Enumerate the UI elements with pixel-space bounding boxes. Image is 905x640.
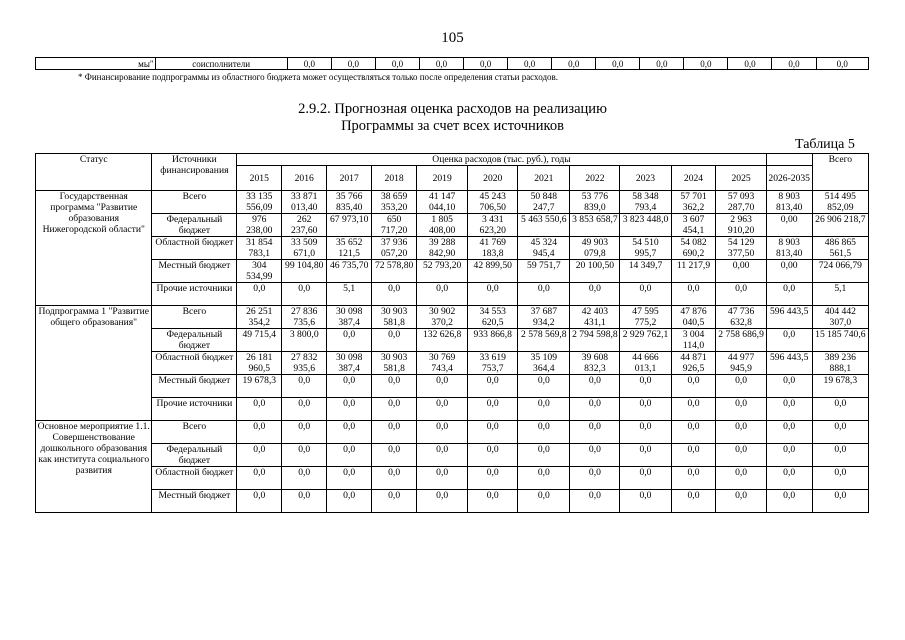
value-cell: 0,0 xyxy=(518,375,570,398)
table-row xyxy=(36,329,869,352)
value-cell: 26 906 218,7 xyxy=(812,214,868,237)
value-cell: 0,0 xyxy=(282,467,327,490)
value-cell: 0,0 xyxy=(282,444,327,467)
value-cell: 0,00 xyxy=(766,260,812,283)
value-cell: 8 903 813,40 xyxy=(766,237,812,260)
value-cell: 33 871 013,40 xyxy=(282,191,327,214)
value-cell: 1 805 408,00 xyxy=(417,214,468,237)
status-cell: Подпрограмма 1 "Развитие общего образования" xyxy=(36,306,152,421)
value-cell: 0,0 xyxy=(518,467,570,490)
value-cell: 0,0 xyxy=(518,283,570,306)
value-cell: 0,0 xyxy=(716,283,766,306)
status-cell: Основное мероприятие 1.1. Совершенствование дошкольного образования как института социального развития xyxy=(36,421,152,513)
value-cell: 0,0 xyxy=(327,490,372,513)
value-cell: 0,0 xyxy=(518,398,570,421)
year-header: 2026-2035 xyxy=(766,166,812,191)
value-cell: 0,0 xyxy=(372,375,417,398)
value-cell: 0,0 xyxy=(468,375,518,398)
value-cell: 47 595 775,2 xyxy=(620,306,671,329)
value-cell: 0,0 xyxy=(237,283,282,306)
value-cell: 0,0 xyxy=(671,490,716,513)
year-header: 2021 xyxy=(518,166,570,191)
value-cell: 0,0 xyxy=(237,398,282,421)
value-cell: 47 876 040,5 xyxy=(671,306,716,329)
header-row xyxy=(36,154,869,166)
value-cell: 0,0 xyxy=(417,421,468,444)
value-cell: 67 973,10 xyxy=(327,214,372,237)
value-cell: 0,0 xyxy=(620,398,671,421)
table-cell: 0,0 xyxy=(816,58,868,70)
value-cell: 0,0 xyxy=(518,444,570,467)
source-cell: Федеральный бюджет xyxy=(152,444,237,467)
table-row xyxy=(36,352,869,375)
value-cell: 3 853 658,7 xyxy=(570,214,620,237)
value-cell: 304 534,99 xyxy=(237,260,282,283)
value-cell: 3 607 454,1 xyxy=(671,214,716,237)
value-cell: 47 736 632,8 xyxy=(716,306,766,329)
source-cell: Прочие источники xyxy=(152,283,237,306)
table-cell: 0,0 xyxy=(287,58,331,70)
value-cell: 0,0 xyxy=(372,329,417,352)
value-cell: 0,0 xyxy=(468,490,518,513)
header-sources: Источники финансирования xyxy=(152,154,237,191)
table-row xyxy=(36,191,869,214)
source-cell: Федеральный бюджет xyxy=(152,329,237,352)
value-cell: 0,0 xyxy=(417,490,468,513)
value-cell: 486 865 561,5 xyxy=(812,237,868,260)
value-cell: 30 098 387,4 xyxy=(327,306,372,329)
value-cell: 3 004 114,0 xyxy=(671,329,716,352)
value-cell: 0,0 xyxy=(620,444,671,467)
value-cell: 42 403 431,1 xyxy=(570,306,620,329)
footnote: * Финансирование подпрограммы из областного бюджета может осуществляться только после определения статьи расходов. xyxy=(78,72,559,82)
value-cell: 0,0 xyxy=(282,490,327,513)
value-cell: 45 324 945,4 xyxy=(518,237,570,260)
section-title: 2.9.2. Прогнозная оценка расходов на реализацию xyxy=(298,101,607,117)
value-cell: 0,0 xyxy=(518,421,570,444)
value-cell: 38 659 353,20 xyxy=(372,191,417,214)
value-cell: 724 066,79 xyxy=(812,260,868,283)
value-cell: 54 129 377,50 xyxy=(716,237,766,260)
value-cell: 27 836 735,6 xyxy=(282,306,327,329)
table-row xyxy=(36,306,869,329)
header-blank xyxy=(766,154,812,166)
value-cell: 19 678,3 xyxy=(812,375,868,398)
value-cell: 0,0 xyxy=(570,283,620,306)
value-cell: 0,0 xyxy=(812,398,868,421)
value-cell: 0,0 xyxy=(766,375,812,398)
year-header: 2022 xyxy=(570,166,620,191)
value-cell: 30 769 743,4 xyxy=(417,352,468,375)
table-cell: 0,0 xyxy=(331,58,375,70)
value-cell: 31 854 783,1 xyxy=(237,237,282,260)
value-cell: 0,0 xyxy=(282,375,327,398)
source-cell: Областной бюджет xyxy=(152,467,237,490)
value-cell: 389 236 888,1 xyxy=(812,352,868,375)
value-cell: 0,0 xyxy=(620,283,671,306)
value-cell: 0,0 xyxy=(237,467,282,490)
value-cell: 0,0 xyxy=(327,398,372,421)
value-cell: 0,0 xyxy=(570,490,620,513)
value-cell: 35 652 121,5 xyxy=(327,237,372,260)
value-cell: 0,0 xyxy=(468,421,518,444)
table-cell: 0,0 xyxy=(640,58,684,70)
value-cell: 26 181 960,5 xyxy=(237,352,282,375)
table-row xyxy=(36,260,869,283)
value-cell: 59 751,7 xyxy=(518,260,570,283)
value-cell: 0,0 xyxy=(282,398,327,421)
value-cell: 0,0 xyxy=(620,421,671,444)
value-cell: 0,0 xyxy=(468,398,518,421)
value-cell: 0,0 xyxy=(327,444,372,467)
source-cell: Всего xyxy=(152,191,237,214)
value-cell: 11 217,9 xyxy=(671,260,716,283)
value-cell: 0,0 xyxy=(766,467,812,490)
value-cell: 0,0 xyxy=(372,421,417,444)
source-cell: Федеральный бюджет xyxy=(152,214,237,237)
table-cell: 0,0 xyxy=(464,58,508,70)
table-cell: соисполнители xyxy=(155,58,287,70)
year-header: 2023 xyxy=(620,166,671,191)
table-cell: 0,0 xyxy=(419,58,463,70)
value-cell: 0,0 xyxy=(327,375,372,398)
value-cell: 3 800,0 xyxy=(282,329,327,352)
table-cell: 0,0 xyxy=(375,58,419,70)
value-cell: 596 443,5 xyxy=(766,352,812,375)
source-cell: Прочие источники xyxy=(152,398,237,421)
value-cell: 0,0 xyxy=(671,421,716,444)
value-cell: 30 098 387,4 xyxy=(327,352,372,375)
value-cell: 596 443,5 xyxy=(766,306,812,329)
value-cell: 14 349,7 xyxy=(620,260,671,283)
table-row xyxy=(36,214,869,237)
value-cell: 33 509 671,0 xyxy=(282,237,327,260)
year-header: 2020 xyxy=(468,166,518,191)
value-cell: 37 936 057,20 xyxy=(372,237,417,260)
value-cell: 49 903 079,8 xyxy=(570,237,620,260)
value-cell: 99 104,80 xyxy=(282,260,327,283)
page-number: 105 xyxy=(441,30,464,46)
value-cell: 2 929 762,1 xyxy=(620,329,671,352)
year-header: 2015 xyxy=(237,166,282,191)
value-cell: 0,0 xyxy=(620,467,671,490)
table-row xyxy=(36,398,869,421)
header-total: Всего xyxy=(812,154,868,191)
value-cell: 44 871 926,5 xyxy=(671,352,716,375)
value-cell: 37 687 934,2 xyxy=(518,306,570,329)
value-cell: 0,0 xyxy=(766,329,812,352)
table-cell: 0,0 xyxy=(596,58,640,70)
value-cell: 15 185 740,6 xyxy=(812,329,868,352)
value-cell: 2 578 569,8 xyxy=(518,329,570,352)
value-cell: 262 237,60 xyxy=(282,214,327,237)
value-cell: 0,0 xyxy=(237,444,282,467)
value-cell: 5,1 xyxy=(327,283,372,306)
value-cell: 0,0 xyxy=(372,444,417,467)
year-header: 2019 xyxy=(417,166,468,191)
value-cell: 53 776 839,0 xyxy=(570,191,620,214)
value-cell: 0,0 xyxy=(671,375,716,398)
value-cell: 0,0 xyxy=(372,283,417,306)
value-cell: 0,0 xyxy=(716,375,766,398)
value-cell: 0,0 xyxy=(671,467,716,490)
value-cell: 41 147 044,10 xyxy=(417,191,468,214)
value-cell: 30 902 370,2 xyxy=(417,306,468,329)
header-status: Статус xyxy=(36,154,152,191)
value-cell: 0,0 xyxy=(570,375,620,398)
header-estimate: Оценка расходов (тыс. руб.), годы xyxy=(237,154,766,166)
value-cell: 0,0 xyxy=(327,329,372,352)
value-cell: 0,0 xyxy=(620,490,671,513)
value-cell: 0,0 xyxy=(417,444,468,467)
value-cell: 0,0 xyxy=(766,444,812,467)
year-header: 2017 xyxy=(327,166,372,191)
value-cell: 0,0 xyxy=(372,490,417,513)
value-cell: 0,0 xyxy=(812,421,868,444)
continuation-row xyxy=(36,58,869,70)
value-cell: 8 903 813,40 xyxy=(766,191,812,214)
value-cell: 404 442 307,0 xyxy=(812,306,868,329)
value-cell: 41 769 183,8 xyxy=(468,237,518,260)
value-cell: 650 717,20 xyxy=(372,214,417,237)
value-cell: 0,0 xyxy=(518,490,570,513)
source-cell: Местный бюджет xyxy=(152,375,237,398)
value-cell: 52 793,20 xyxy=(417,260,468,283)
value-cell: 42 899,50 xyxy=(468,260,518,283)
table-cell: 0,0 xyxy=(772,58,816,70)
table-cell: 0,0 xyxy=(552,58,596,70)
value-cell: 2 963 910,20 xyxy=(716,214,766,237)
value-cell: 0,0 xyxy=(766,490,812,513)
value-cell: 30 903 581,8 xyxy=(372,352,417,375)
value-cell: 0,0 xyxy=(237,490,282,513)
value-cell: 44 666 013,1 xyxy=(620,352,671,375)
value-cell: 30 903 581,8 xyxy=(372,306,417,329)
value-cell: 72 578,80 xyxy=(372,260,417,283)
value-cell: 0,0 xyxy=(716,398,766,421)
table-body xyxy=(36,191,869,513)
value-cell: 0,0 xyxy=(417,375,468,398)
value-cell: 0,0 xyxy=(716,490,766,513)
value-cell: 3 823 448,0 xyxy=(620,214,671,237)
value-cell: 33 135 556,09 xyxy=(237,191,282,214)
value-cell: 0,0 xyxy=(417,467,468,490)
value-cell: 27 832 935,6 xyxy=(282,352,327,375)
value-cell: 0,0 xyxy=(620,375,671,398)
value-cell: 0,0 xyxy=(327,421,372,444)
value-cell: 26 251 354,2 xyxy=(237,306,282,329)
value-cell: 34 553 620,5 xyxy=(468,306,518,329)
value-cell: 514 495 852,09 xyxy=(812,191,868,214)
source-cell: Всего xyxy=(152,421,237,444)
value-cell: 58 348 793,4 xyxy=(620,191,671,214)
value-cell: 0,0 xyxy=(671,283,716,306)
value-cell: 132 626,8 xyxy=(417,329,468,352)
value-cell: 0,0 xyxy=(812,444,868,467)
value-cell: 3 431 623,20 xyxy=(468,214,518,237)
value-cell: 0,0 xyxy=(417,398,468,421)
source-cell: Областной бюджет xyxy=(152,237,237,260)
value-cell: 0,0 xyxy=(812,467,868,490)
value-cell: 19 678,3 xyxy=(237,375,282,398)
source-cell: Всего xyxy=(152,306,237,329)
value-cell: 0,0 xyxy=(570,467,620,490)
year-header: 2024 xyxy=(671,166,716,191)
continuation-table xyxy=(35,57,869,70)
source-cell: Местный бюджет xyxy=(152,490,237,513)
section-subtitle: Программы за счет всех источников xyxy=(341,118,564,134)
table-row xyxy=(36,421,869,444)
value-cell: 35 766 835,40 xyxy=(327,191,372,214)
value-cell: 0,0 xyxy=(716,467,766,490)
value-cell: 933 866,8 xyxy=(468,329,518,352)
value-cell: 0,00 xyxy=(716,260,766,283)
value-cell: 5 463 550,6 xyxy=(518,214,570,237)
status-cell: Государственная программа "Развитие образования Нижегородской области" xyxy=(36,191,152,306)
value-cell: 46 735,70 xyxy=(327,260,372,283)
value-cell: 0,0 xyxy=(372,398,417,421)
table-row xyxy=(36,375,869,398)
value-cell: 0,0 xyxy=(237,421,282,444)
value-cell: 39 608 832,3 xyxy=(570,352,620,375)
value-cell: 57 093 287,70 xyxy=(716,191,766,214)
value-cell: 0,0 xyxy=(716,444,766,467)
value-cell: 0,0 xyxy=(812,490,868,513)
value-cell: 0,0 xyxy=(671,444,716,467)
value-cell: 33 619 753,7 xyxy=(468,352,518,375)
value-cell: 54 082 690,2 xyxy=(671,237,716,260)
value-cell: 0,0 xyxy=(468,444,518,467)
value-cell: 44 977 945,9 xyxy=(716,352,766,375)
table-label: Таблица 5 xyxy=(795,137,855,152)
value-cell: 976 238,00 xyxy=(237,214,282,237)
value-cell: 0,00 xyxy=(766,214,812,237)
value-cell: 0,0 xyxy=(766,398,812,421)
value-cell: 0,0 xyxy=(570,398,620,421)
expenses-table xyxy=(35,153,869,513)
value-cell: 0,0 xyxy=(282,421,327,444)
value-cell: 0,0 xyxy=(716,421,766,444)
table-row xyxy=(36,490,869,513)
value-cell: 45 243 706,50 xyxy=(468,191,518,214)
value-cell: 2 758 686,9 xyxy=(716,329,766,352)
value-cell: 0,0 xyxy=(570,444,620,467)
value-cell: 0,0 xyxy=(766,421,812,444)
table-row xyxy=(36,283,869,306)
value-cell: 0,0 xyxy=(282,283,327,306)
value-cell: 35 109 364,4 xyxy=(518,352,570,375)
table-cell: 0,0 xyxy=(684,58,728,70)
value-cell: 57 701 362,2 xyxy=(671,191,716,214)
value-cell: 54 510 995,7 xyxy=(620,237,671,260)
value-cell: 20 100,50 xyxy=(570,260,620,283)
source-cell: Местный бюджет xyxy=(152,260,237,283)
table-row xyxy=(36,467,869,490)
year-header: 2025 xyxy=(716,166,766,191)
value-cell: 2 794 598,8 xyxy=(570,329,620,352)
value-cell: 0,0 xyxy=(671,398,716,421)
year-header: 2018 xyxy=(372,166,417,191)
value-cell: 0,0 xyxy=(570,421,620,444)
value-cell: 50 848 247,7 xyxy=(518,191,570,214)
table-row xyxy=(36,237,869,260)
year-header: 2016 xyxy=(282,166,327,191)
value-cell: 49 715,4 xyxy=(237,329,282,352)
table-cell: 0,0 xyxy=(728,58,772,70)
value-cell: 0,0 xyxy=(766,283,812,306)
value-cell: 0,0 xyxy=(417,283,468,306)
value-cell: 0,0 xyxy=(327,467,372,490)
source-cell: Областной бюджет xyxy=(152,352,237,375)
value-cell: 0,0 xyxy=(468,467,518,490)
value-cell: 0,0 xyxy=(468,283,518,306)
table-row xyxy=(36,444,869,467)
value-cell: 39 288 842,90 xyxy=(417,237,468,260)
value-cell: 5,1 xyxy=(812,283,868,306)
value-cell: 0,0 xyxy=(372,467,417,490)
table-cell: 0,0 xyxy=(508,58,552,70)
table-cell: мы" xyxy=(36,58,156,70)
